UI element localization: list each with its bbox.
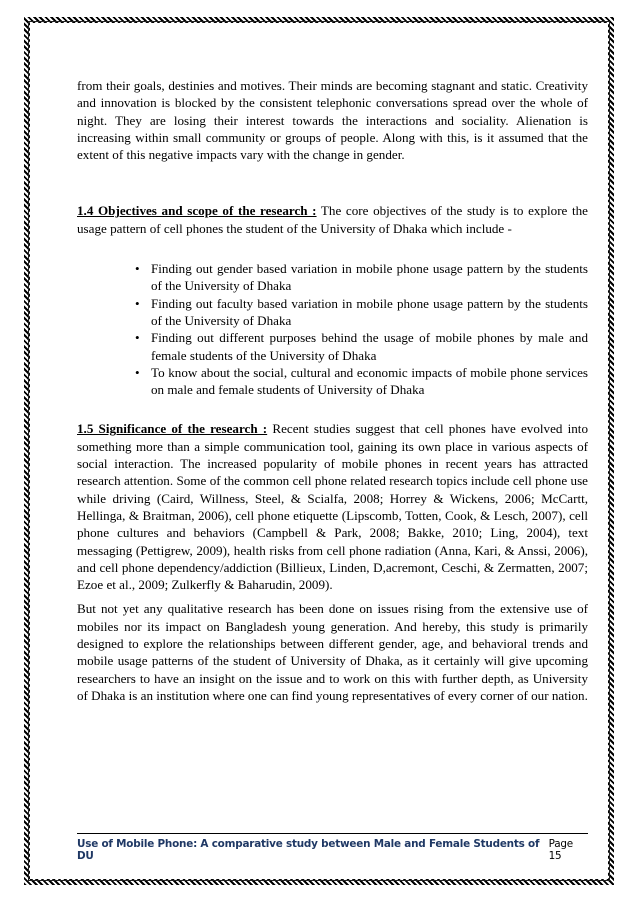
- bullet-icon: •: [135, 261, 140, 277]
- list-item: • Finding out gender based variation in mobile phone usage pattern by the students of the University of Dhaka: [135, 261, 588, 294]
- section-1-5-heading: 1.5 Significance of the research :: [77, 421, 268, 437]
- significance-paragraph: [77, 420, 588, 593]
- page-footer: [77, 838, 588, 862]
- intro-paragraph: from their goals, destinies and motives. Their minds are becoming stagnant and static. Creativity and innovation is blocked by the consistent telephonic conversations spread over the whole of night. They are losing their interest towards the interactions and sociality. Alienation is increasing within small community or groups of people. Along with this, is it assumed that the extent of this negative impacts vary with the change in gender.: [77, 78, 588, 163]
- objectives-list: [77, 260, 588, 398]
- bullet-icon: •: [135, 364, 140, 380]
- section-1-5-body: Recent studies suggest that cell phones have evolved into something more than a simple communication tool, gaining its own place in various aspects of social interaction. The increased popularity of mobile phones in recent years has attracted research attention. Some of the common cell phone related research topics include cell phone use while driving (Caird, Willness, Steel, & Scialfa, 2008; Horrey & Wickens, 2006; McCartt, Hellinga, & Braitman, 2006), cell phone etiquette (Lipscomb, Totten, Cook, & Lesch, 2007), cell phone cultures and behaviors (Campbell & Park, 2008; Bakke, 2010; Ling, 2004), text messaging (Pettigrew, 2009), health risks from cell phone radiation (Anna, Kari, & Anssi, 2006), and cell phone dependency/addiction (Billieux, Linden, D,acremont, Ceschi, & Zermatten, 2007; Ezoe et al., 2009; Zulkerfly & Baharudin, 2009).: [77, 421, 588, 593]
- footer-title: Use of Mobile Phone: A comparative study between Male and Female Students of DU: [77, 838, 540, 862]
- bullet-icon: •: [135, 295, 140, 311]
- list-item: • Finding out faculty based variation in mobile phone usage pattern by the students of the University of Dhaka: [135, 295, 588, 328]
- section-1-4-heading: 1.4 Objectives and scope of the research :: [77, 203, 317, 219]
- followup-paragraph: But not yet any qualitative research has been done on issues rising from the extensive use of mobiles nor its impact on Bangladesh young generation. And hereby, this study is primarily designed to explore the relationships between different gender, age, and behavioral trends and mobile usage patterns of the student of University of Dhaka, as it certainly will give upcoming researchers to have an insight on the issue and to work on this with further depth, as University of Dhaka is an institution where one can find young representatives of every corner of our nation.: [77, 601, 588, 703]
- list-item: • To know about the social, cultural and economic impacts of mobile phone services on male and female students of University of Dhaka: [135, 364, 588, 398]
- bullet-icon: •: [135, 330, 140, 346]
- page-number: Page 15: [548, 838, 573, 862]
- page-content: [77, 77, 588, 704]
- section-1-4-body: The core objectives of the study is to explore the usage pattern of cell phones the student of the University of Dhaka which include -: [77, 203, 588, 236]
- list-item: • Finding out different purposes behind the usage of mobile phones by male and female students of the University of Dhaka: [135, 330, 588, 363]
- objectives-paragraph: [77, 202, 588, 237]
- footer-divider: [77, 833, 588, 834]
